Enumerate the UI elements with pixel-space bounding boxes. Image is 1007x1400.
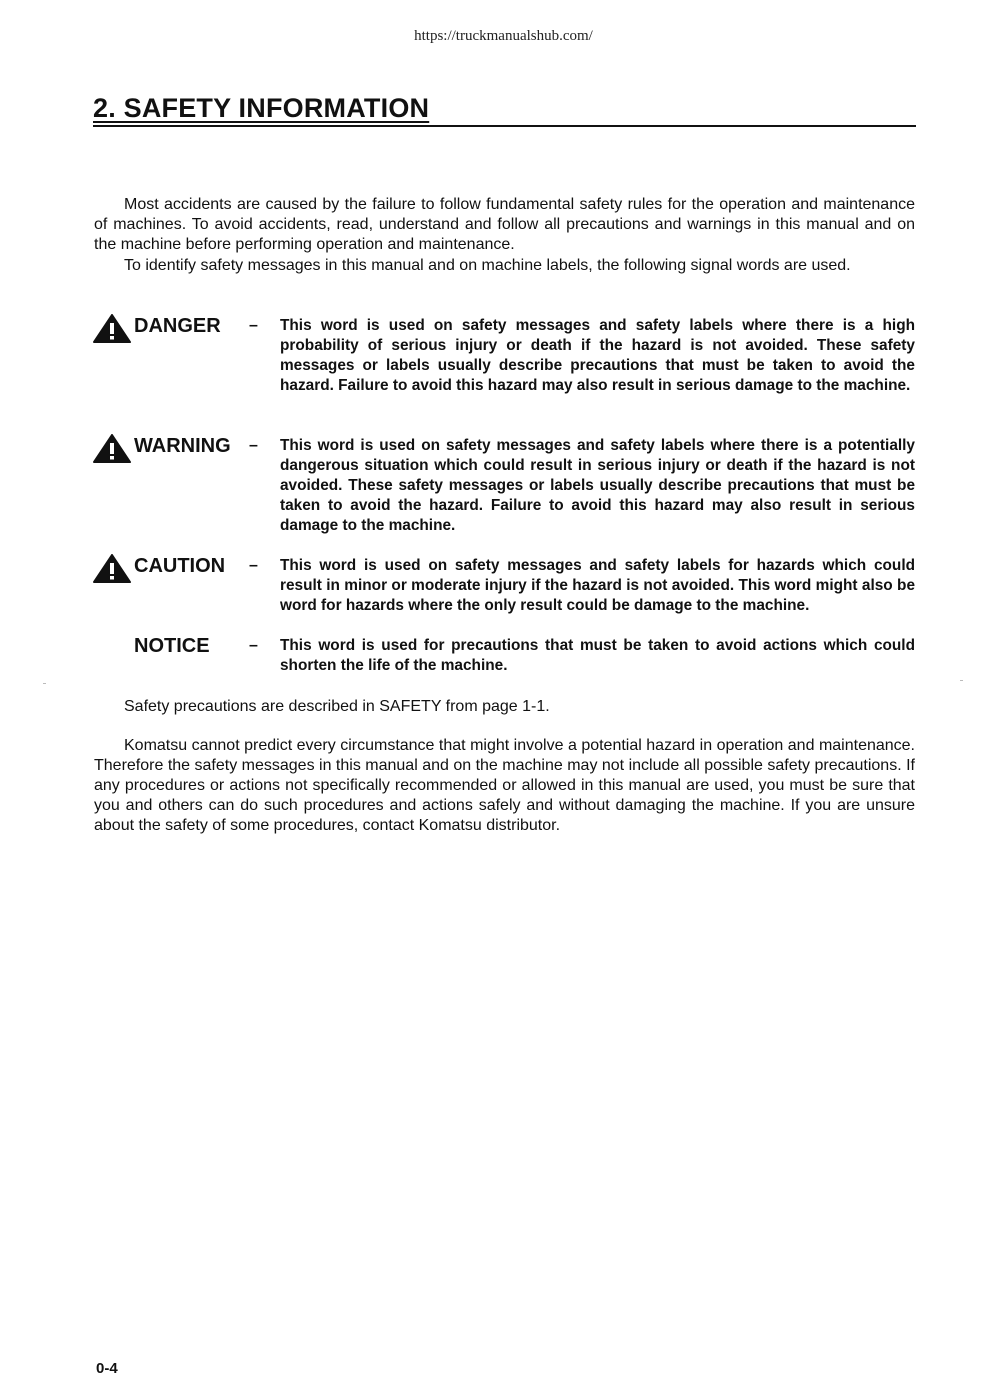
page-number: 0-4 bbox=[96, 1360, 118, 1377]
signal-word-label: WARNING bbox=[134, 435, 231, 457]
scan-mark bbox=[43, 683, 46, 684]
dash-separator: – bbox=[249, 437, 258, 454]
signal-word-description: This word is used on safety messages and safety labels where there is a potentially dangerous situation which could result in serious injury or death if the hazard is not avoided. These safety messages or labels usually describe precautions that must be taken to avoid the hazard. Failure to avoid this hazard may also result in serious damage to the machine. bbox=[280, 437, 915, 534]
source-url: https://truckmanualshub.com/ bbox=[414, 28, 593, 44]
warning-triangle-icon bbox=[92, 554, 132, 584]
signal-word-notice bbox=[92, 634, 916, 684]
signal-word-warning bbox=[92, 434, 916, 534]
dash-separator: – bbox=[249, 557, 258, 574]
signal-words-intro: To identify safety messages in this manual and on machine labels, the following signal words are used. bbox=[124, 257, 851, 274]
signal-word-danger bbox=[92, 314, 916, 414]
signal-word-description: This word is used on safety messages and safety labels for hazards which could result in minor or moderate injury if the hazard is not avoided. This word might also be word for hazards where the only result could be damage to the machine. bbox=[280, 557, 915, 614]
signal-word-label: DANGER bbox=[134, 315, 221, 337]
signal-word-label: CAUTION bbox=[134, 555, 226, 577]
signal-word-label: NOTICE bbox=[134, 635, 210, 657]
dash-separator: – bbox=[249, 317, 258, 334]
dash-separator: – bbox=[249, 637, 258, 654]
scan-mark bbox=[960, 680, 963, 681]
signal-word-description: This word is used for precautions that must be taken to avoid actions which could shorten the life of the machine. bbox=[280, 637, 915, 674]
warning-triangle-icon bbox=[92, 434, 132, 464]
signal-word-description: This word is used on safety messages and safety labels where there is a high probability of serious injury or death if the hazard is not avoided. These safety messages or labels usually describe precautions that must be taken to avoid the hazard. Failure to avoid this hazard may also result in serious damage to the machine. bbox=[280, 317, 915, 394]
closing-paragraph: Komatsu cannot predict every circumstance that might involve a potential hazard in operation and maintenance. Therefore the safety messages in this manual and on the machine may not include all possible safety precautions. If any procedures or actions not specifically recommended or allowed in this manual are used, you must be sure that you and others can do such procedures and actions safely and without damaging the machine. If you are unsure about the safety of some procedures, contact Komatsu distributor. bbox=[94, 737, 915, 834]
intro-paragraph: Most accidents are caused by the failure to follow fundamental safety rules for the operation and maintenance of machines. To avoid accidents, read, understand and follow all precautions and warnings in this manual and on the machine before performing operation and maintenance. bbox=[94, 196, 915, 253]
page-title: 2. SAFETY INFORMATION bbox=[93, 93, 430, 123]
precautions-reference: Safety precautions are described in SAFETY from page 1-1. bbox=[124, 698, 550, 715]
section-heading bbox=[93, 92, 916, 127]
warning-triangle-icon bbox=[92, 314, 132, 344]
